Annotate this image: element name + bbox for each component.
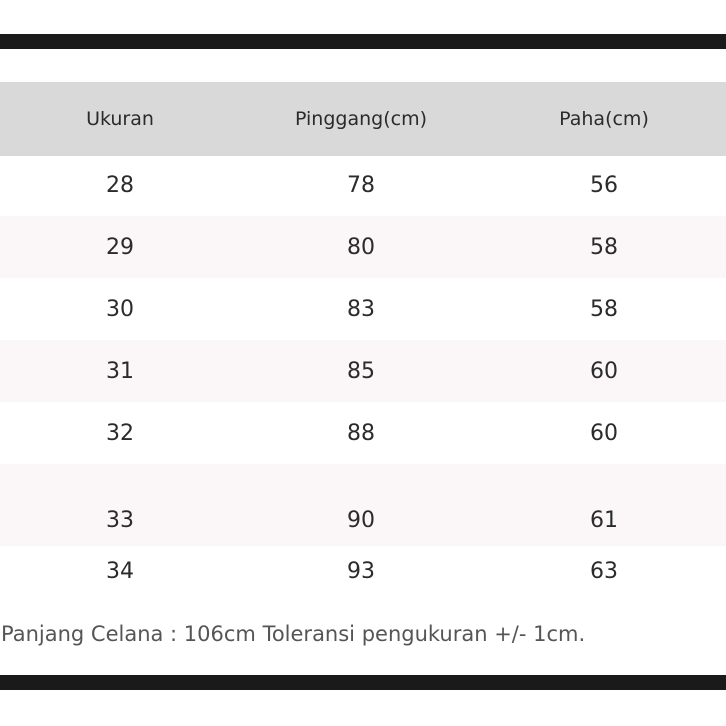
table-row [0, 278, 726, 340]
cell-size: 32 [106, 421, 134, 446]
table-row [0, 340, 726, 402]
cell-waist: 88 [347, 421, 375, 446]
header-thigh: Paha(cm) [559, 108, 649, 130]
cell-thigh: 58 [590, 297, 618, 322]
top-frame-bar [0, 34, 726, 49]
table-row [0, 156, 726, 216]
table-header [0, 82, 726, 156]
cell-thigh: 61 [590, 508, 618, 533]
bottom-frame-bar [0, 675, 726, 690]
cell-size: 33 [106, 508, 134, 533]
table-row [0, 464, 726, 546]
cell-size: 30 [106, 297, 134, 322]
table-row [0, 546, 726, 598]
header-size: Ukuran [86, 108, 154, 130]
size-note: Panjang Celana : 106cm Toleransi pengukuran +/- 1cm. [1, 622, 586, 646]
cell-waist: 90 [347, 508, 375, 533]
table-row [0, 216, 726, 278]
cell-size: 28 [106, 173, 134, 198]
cell-waist: 93 [347, 559, 375, 584]
cell-waist: 80 [347, 235, 375, 260]
cell-size: 34 [106, 559, 134, 584]
cell-thigh: 60 [590, 421, 618, 446]
cell-waist: 85 [347, 359, 375, 384]
cell-thigh: 56 [590, 173, 618, 198]
cell-size: 29 [106, 235, 134, 260]
cell-thigh: 58 [590, 235, 618, 260]
cell-thigh: 63 [590, 559, 618, 584]
header-waist: Pinggang(cm) [294, 108, 427, 130]
cell-waist: 83 [347, 297, 375, 322]
table-row [0, 402, 726, 464]
cell-waist: 78 [347, 173, 375, 198]
cell-size: 31 [106, 359, 134, 384]
cell-thigh: 60 [590, 359, 618, 384]
